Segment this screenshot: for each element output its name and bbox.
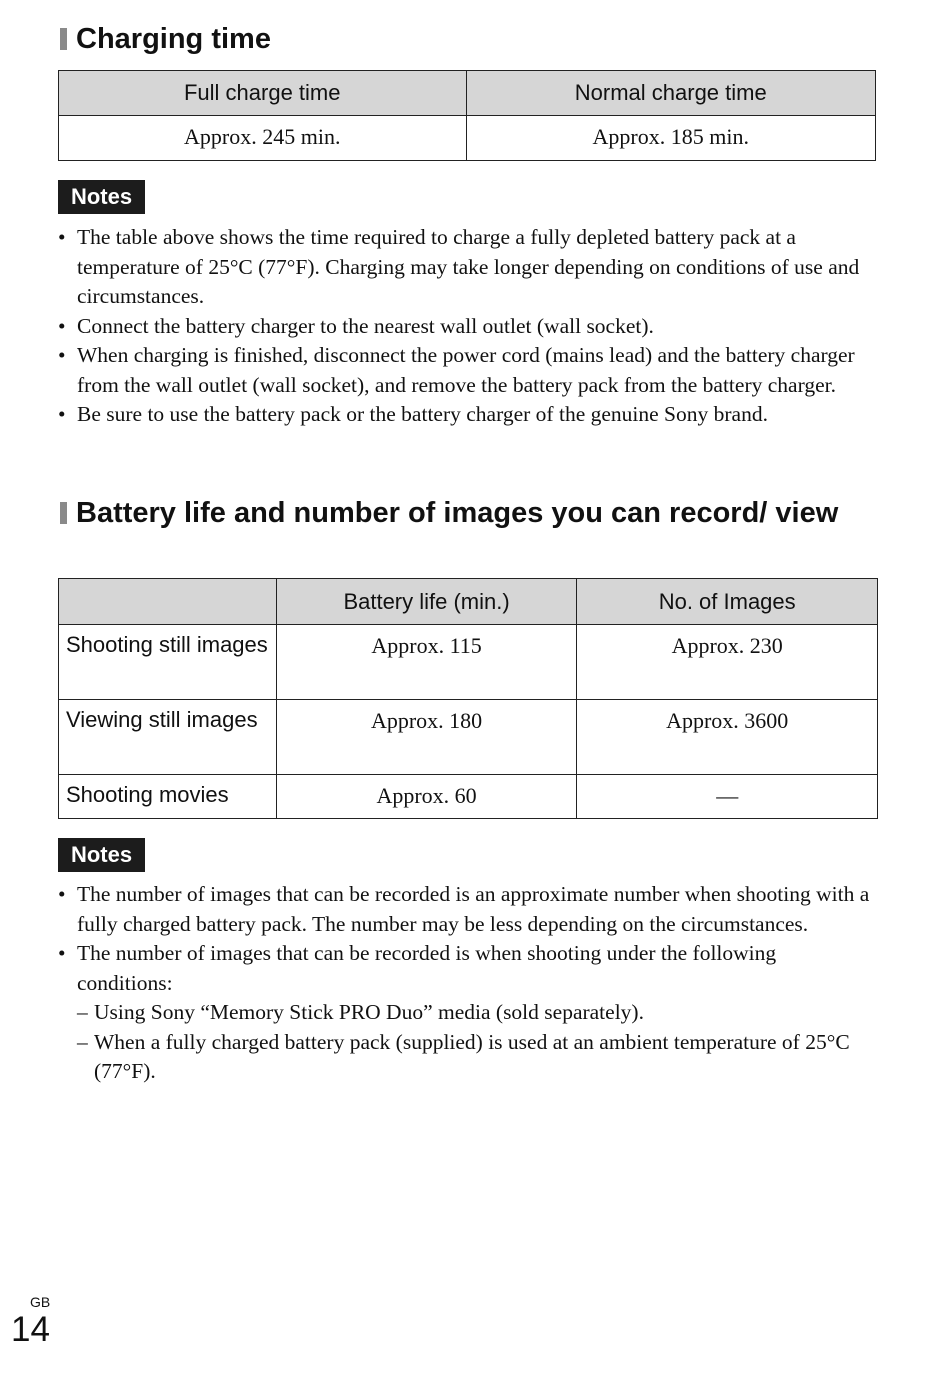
battery-notes-list: [58, 880, 873, 1087]
table-row: [59, 116, 876, 161]
table-row: [59, 625, 878, 700]
table-header-row: [59, 579, 878, 625]
table-header-cell: No. of Images: [577, 579, 878, 625]
table-header-cell: Normal charge time: [466, 71, 876, 116]
table-cell: Approx. 230: [577, 625, 878, 700]
table-header-row: [59, 71, 876, 116]
row-label: Viewing still images: [59, 700, 277, 775]
table-row: [59, 775, 878, 819]
section-marker-icon: [60, 28, 67, 50]
bullet-icon: •: [58, 402, 66, 426]
section-title-charging-time: [58, 22, 271, 56]
table-cell: Approx. 180: [276, 700, 577, 775]
table-header-cell: Battery life (min.): [276, 579, 577, 625]
list-item: [58, 223, 873, 312]
table-header-cell: [59, 579, 277, 625]
page-region-label: GB: [30, 1294, 51, 1310]
section-title-text: Charging time: [76, 23, 271, 55]
sub-note-text: Using Sony “Memory Stick PRO Duo” media (sold separately).: [94, 1000, 644, 1024]
list-item: [58, 341, 873, 400]
note-text: Connect the battery charger to the nearest wall outlet (wall socket).: [77, 313, 654, 338]
table-cell: Approx. 115: [276, 625, 577, 700]
table-header-cell: Full charge time: [59, 71, 467, 116]
list-item: [58, 880, 873, 939]
charging-notes-list: [58, 223, 873, 430]
section-title-battery-life: [58, 496, 848, 530]
list-item: [58, 939, 873, 1087]
dash-icon: –: [77, 1000, 88, 1024]
note-text: The table above shows the time required to charge a fully depleted battery pack at a temperature of 25°C (77°F). Charging may take longer depending on conditions of use and circumstances.: [77, 225, 860, 308]
row-label: Shooting movies: [59, 775, 277, 819]
bullet-icon: •: [58, 941, 66, 965]
notes-badge: Notes: [58, 180, 145, 214]
table-cell: —: [577, 775, 878, 819]
notes-badge: Notes: [58, 838, 145, 872]
section-title-text: Battery life and number of images you can record/ view: [76, 497, 839, 529]
table-cell: Approx. 185 min.: [466, 116, 876, 161]
sub-note-text: When a fully charged battery pack (supplied) is used at an ambient temperature of 25°C (77°F).: [94, 1029, 850, 1083]
note-text: Be sure to use the battery pack or the battery charger of the genuine Sony brand.: [77, 402, 768, 426]
conditions-sublist: [77, 998, 873, 1087]
note-text: The number of images that can be recorded is when shooting under the following conditions:: [77, 941, 777, 995]
list-item: [58, 400, 873, 430]
dash-icon: –: [77, 1029, 88, 1054]
page-number: 14: [11, 1310, 50, 1349]
note-text: When charging is finished, disconnect the power cord (mains lead) and the battery charger from the wall outlet (wall socket), and remove the battery pack from the battery charger.: [77, 343, 855, 397]
list-item: [58, 312, 873, 342]
charging-time-table: [58, 70, 876, 161]
table-cell: Approx. 3600: [577, 700, 878, 775]
battery-life-table: [58, 578, 878, 819]
bullet-icon: •: [58, 313, 66, 338]
sub-list-item: [77, 1028, 873, 1087]
sub-list-item: [77, 998, 873, 1028]
bullet-icon: •: [58, 882, 66, 906]
bullet-icon: •: [58, 343, 66, 367]
bullet-icon: •: [58, 225, 66, 249]
table-row: [59, 700, 878, 775]
section-marker-icon: [60, 502, 67, 524]
table-cell: Approx. 245 min.: [59, 116, 467, 161]
table-cell: Approx. 60: [276, 775, 577, 819]
note-text: The number of images that can be recorded is an approximate number when shooting with a fully charged battery pack. The number may be less depending on the circumstances.: [77, 882, 870, 936]
row-label: Shooting still images: [59, 625, 277, 700]
